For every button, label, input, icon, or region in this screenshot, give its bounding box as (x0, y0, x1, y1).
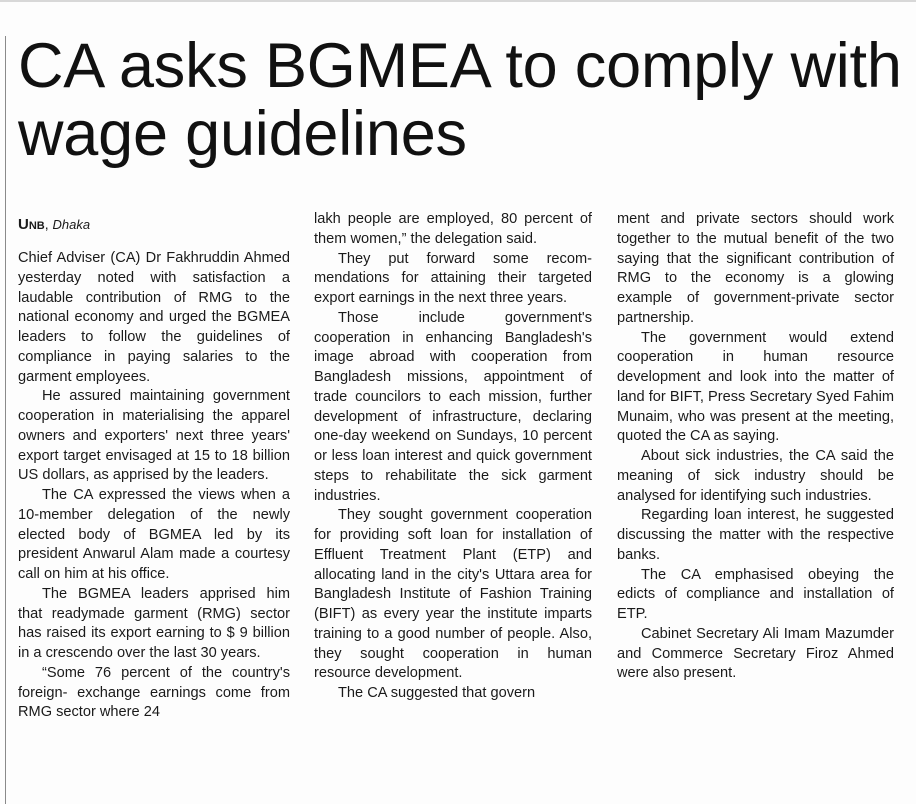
paragraph: Regarding loan interest, he suggested discussing the matter with the respective banks. (617, 507, 894, 563)
paragraph: The government would extend cooperation in human resource development and look into the matter of land for BIFT, Press Secretary Syed Fahim Munaim, who was present at the meeting, quoted the CA as saying. (617, 329, 894, 445)
paragraph: ment and private sectors should work together to the mutual benefit of the two saying that the significant contribution of RMG to the economy is a glowing example of government-private sector partnership. (617, 211, 894, 326)
paragraph: About sick industries, the CA said the meaning of sick industry should be analysed for identifying such industries. (617, 448, 894, 504)
paragraph: They sought government cooperation for providing soft loan for installation of Effluent Treatment Plant (ETP) and allocating land in the city's Uttara area for Bangladesh Institute of Fashion Training (BIFT) as every year the institute imparts training to a good number of people. Also, they sought cooperation in human resource development. (314, 507, 592, 682)
article-column-3 (617, 210, 894, 684)
byline (18, 214, 290, 235)
paragraph: The CA expressed the views when a 10-member delegation of the newly elected body of BGMEA led by its president Anwarul Alam made a courtesy call on him at his office. (18, 487, 290, 582)
paragraph: They put forward some recommendations for attaining their targeted export earnings in the next three years. (314, 250, 592, 306)
paragraph: The CA suggested that govern (338, 685, 536, 701)
top-rule (0, 0, 916, 2)
column-rule (5, 36, 6, 804)
byline-agency: Unb (18, 216, 45, 233)
paragraph: lakh people are employed, 80 percent of them women,” the delegation said. (314, 211, 592, 247)
byline-place: Dhaka (52, 217, 91, 232)
paragraph: Chief Adviser (CA) Dr Fakhruddin Ahmed yesterday noted with satisfaction a laudable contribution of RMG to the national economy and urged the BGMEA leaders to follow the guidelines of compliance in paying salaries to the garment employees. (18, 250, 290, 385)
paragraph: Those include government's cooperation in enhancing Bangladesh's image abroad with cooperation from Bangladesh missions, appointment of trade councilors to each mission, further development of infrastructure, declaring one-day weekend on Sundays, 10 percent or less loan interest and quick government steps to rehabilitate the sick garment industries. (314, 309, 592, 504)
article-column-2 (314, 210, 592, 704)
byline-separator: , (44, 216, 49, 232)
paragraph: He assured maintaining government cooperation in materialising the apparel owners and exporters' next three years' export target envisaged at 15 to 18 billion US dollars, as apprised by the leaders. (18, 388, 290, 484)
paragraph: “Some 76 percent of the country's foreign- exchange earnings come from RMG sector where 24 (18, 664, 290, 721)
headline: CA asks BGMEA to comply with wage guidelines (18, 31, 902, 169)
article-column-1 (18, 214, 290, 723)
paragraph: Cabinet Secretary Ali Imam Mazumder and Commerce Secretary Firoz Ahmed were also present. (617, 625, 894, 682)
paragraph: The BGMEA leaders apprised him that readymade garment (RMG) sector has raised its export earning to $ 9 billion in a crescendo over the last 30 years. (18, 585, 290, 661)
paragraph: The CA emphasised obeying the edicts of compliance and installation of ETP. (617, 566, 894, 622)
